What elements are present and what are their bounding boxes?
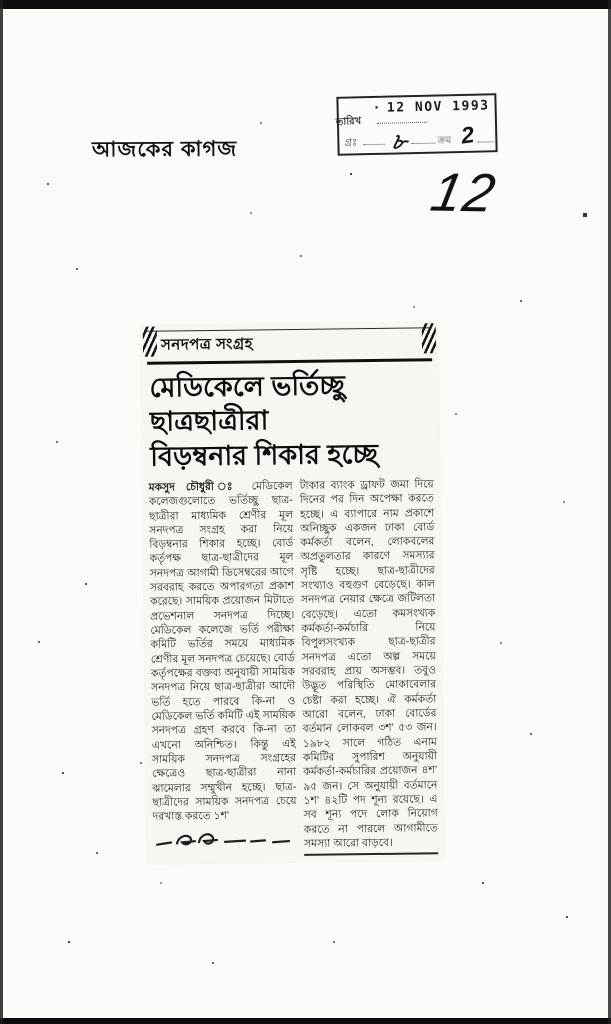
stamp-date-label: তারিখ [335,115,362,129]
clipping-torn-edge-mark-icon [143,327,157,357]
article-column-left [149,479,298,858]
stamp-dotted-leader [377,122,427,124]
article-body [149,477,439,858]
clipping-kicker-row [147,327,432,364]
headline-line-2: বিড়ম্বনার শিকার হচ্ছে [150,438,379,472]
newspaper-masthead: আজকের কাগজ [91,137,238,162]
column-left-text [149,479,297,825]
scan-border-left [0,0,3,1024]
headline-line-1: মেডিকেলে ভর্তিচ্ছু ছাত্রছাত্রীরা [149,370,346,438]
clipping-kicker: সনদপত্র সংগ্রহ [160,335,254,354]
stamp-dotted-leader [411,143,435,145]
stamp-volume-handwritten: 2 [459,121,476,149]
newspaper-clipping [141,322,445,864]
stamp-serial-handwritten: ৮ [389,128,409,156]
article-column-right [300,477,439,856]
clipping-torn-edge-mark-icon [422,323,436,353]
scan-border-bottom [0,1018,611,1024]
article-end-rule [304,853,438,857]
stamp-volume-label: ক্রম [437,135,452,147]
library-date-stamp [336,93,497,156]
column-left-body: মেডিকেল কলেজগুলোতে ভর্তিচ্ছু ছাত্র-ছাত্রীরা মাধ্যমিক শ্রেণীর মূল সনদপত্র সংগ্রহ করা নিয়ে বিড়ম্বনার শিকার হচ্ছে। বোর্ড কর্তৃপক্ষ ছাত্র-ছাত্রীদের মূল সনদপত্র আগামী ডিসেম্বরের আগে সরবরাহ করতে অপারগতা প্রকাশ করেছে। সাময়িক প্রয়োজন মিটাতে প্রভেশনাল সনদপত্র দিচ্ছে। মেডিকেল কলেজে ভর্তি পরীক্ষা কমিটি ভর্তির সময়ে মাধ্যমিক শ্রেণীর মূল সনদপত্র চেয়েছে। বোর্ড কর্তৃপক্ষের বক্তব্য অনুযায়ী সাময়িক সনদপত্র নিয়ে ছাত্র-ছাত্রীরা আদৌ ভর্তি হতে পারবে কি-না ও মেডিকেল ভর্তি কমিটি এই সাময়িক সনদপত্র গ্রহণ করবে কি-না তা এখনো অনিশ্চিত। কিন্তু এই সাময়িক সনদপত্র সংগ্রহের ক্ষেত্রেও ছাত্র-ছাত্রীরা নানা ঝামেলার সম্মুখীন হচ্ছে। ছাত্র-ছাত্রীদের সাময়িক সনদপত্র চেয়ে দরখাস্ত করতে ১শ’ [148,479,297,824]
stamp-serial-label: গ্রঃ [344,137,358,149]
article-byline: মকসুদ চৌধুরী ঃ [148,480,241,494]
stamp-date-value: · 12 NOV 1993 [372,98,489,116]
scan-border-top [0,0,611,9]
scan-noise-specks [0,0,2,2]
stamp-dotted-leader [363,144,385,145]
column-right-text: টাকার ব্যাংক ড্রাফট জমা দিয়ে দিনের পর দিন অপেক্ষা করতে হচ্ছে। এ ব্যাপারে নাম প্রকাশে অনিচ্ছুক একজন ঢাকা বোর্ড কর্মকর্তা বলেন, লোকবলের অপ্রতুলতার কারণে সমস্যার সৃষ্টি হচ্ছে। ছাত্র-ছাত্রীদের সংখ্যাও বহুগুণ বেড়েছে। কাল সনদপত্র নেয়ার ক্ষেত্রে জটিলতা বেড়েছে। এতো কমসংখ্যক কর্মকর্তা-কর্মচারি নিয়ে বিপুলসংখ্যক ছাত্র-ছাত্রীর সনদপত্র এতো অল্প সময়ে সরবরাহ প্রায় অসম্ভব। তবুও উদ্ভূত পরিস্থিতি মোকাবেলার চেষ্টা করা হচ্ছে। ঐ কর্মকর্তা আরো বলেন, ঢাকা বোর্ডের বর্তমান লোকবল ৩শ’ ৫৩ জন। ১৯৮২ সালে গঠিত এনাম কমিটির সুপারিশ অনুযায়ী কর্মকর্তা-কর্মচারির প্রয়োজন ৪শ’ ৯৫ জন। সে অনুযায়ী বর্তমানে ১শ’ ৪২টি পদ শূন্য রয়েছে। এ সব শূন্য পদে লোক নিয়োগ করতে না পারলে আগামীতে সমস্যা আরো বাড়বে। [299,478,438,850]
article-headline [149,367,431,473]
handwritten-page-number: 12 [426,162,502,224]
stamp-dotted-leader [477,141,493,142]
handwritten-scribble [155,827,297,851]
